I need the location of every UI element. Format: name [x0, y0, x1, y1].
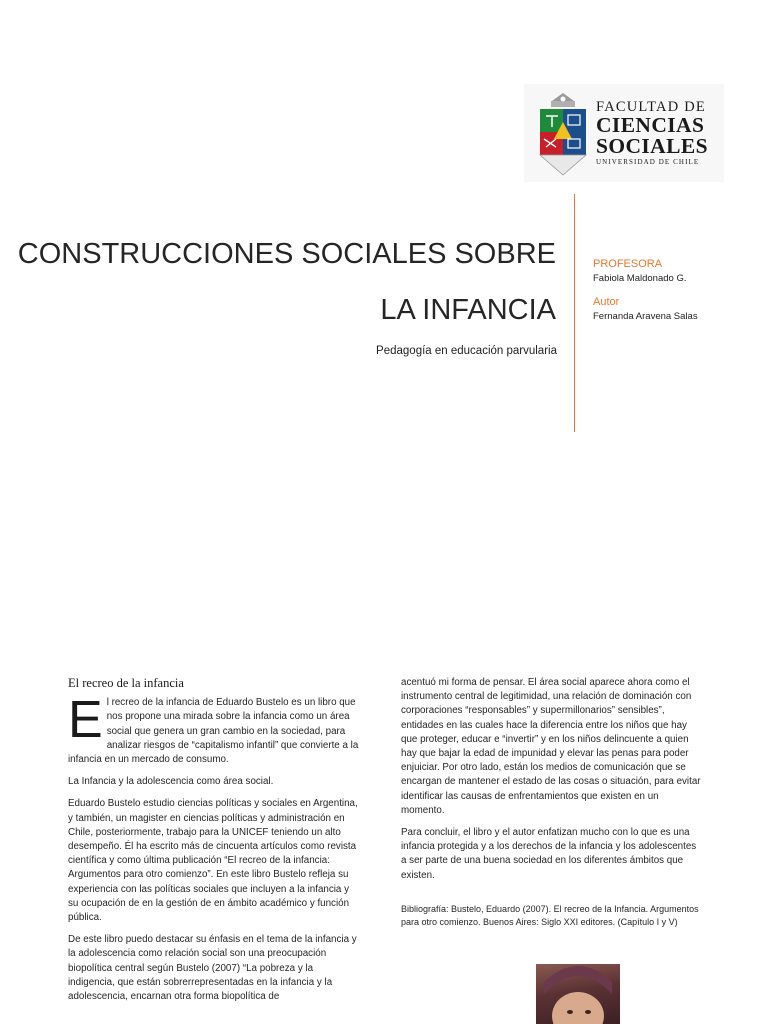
logo-line-faculty: FACULTAD DE — [596, 98, 706, 115]
faculty-logo-text — [596, 100, 708, 167]
logo-line-university: UNIVERSIDAD DE CHILE — [596, 157, 700, 166]
author-heading: Autor — [593, 296, 620, 308]
document-title-line-1: CONSTRUCCIONES SOCIALES SOBRE — [17, 238, 556, 270]
author-name: Fernanda Aravena Salas — [593, 311, 698, 322]
logo-line-sociales: SOCIALES — [596, 133, 708, 158]
article-right-column — [401, 676, 701, 937]
emphasis-paragraph: De este libro puedo destacar su énfasis en el tema de la infancia y la adolescencia como relación social son una preocupación biopolítica central según Bustelo (2007) “La pobreza y la indigencia, que están sobrerrepresentadas en la infancia y la adolescencia, encarnan otra forma biopolítica de — [68, 934, 357, 1003]
intro-paragraph-text: l recreo de la infancia de Eduardo Bustelo es un libro que nos propone una mirada sobre la infancia como un área social que genera un gran cambio en la sociedad, para analizar riesgos de “capitalismo infantil” que convierte a la infancia en un mercado de consumo. — [68, 697, 359, 766]
faculty-logo — [524, 84, 724, 182]
continuation-paragraph: acentuó mi forma de pensar. El área social aparece ahora como el instrumento central de legitimidad, una relación de dominación con corporaciones “responsables” y supermillonarios” sensibles”, entidades en las cuales hace la diferencia entre los niños que hay que proteger, educar e “invertir” y en los niños delincuente a quien hay que bajar la edad de impunidad y elevar las penas para poder enjuiciar. Por otro lado, están los medios de comunicación que se encargan de mantener el estado de las cosas o situación, para evitar identificar las causas de enfrentamientos que existen en un momento. — [401, 677, 701, 816]
child-photo — [536, 964, 620, 1024]
accent-divider — [574, 194, 575, 432]
document-title-line-2: LA INFANCIA — [380, 294, 556, 326]
drop-cap: E — [68, 691, 103, 750]
university-shield-icon — [538, 89, 588, 177]
article-left-column — [68, 676, 360, 1012]
professor-name: Fabiola Maldonado G. — [593, 273, 687, 284]
author-bio-paragraph: Eduardo Bustelo estudio ciencias políticas y sociales en Argentina, y también, un magister en ciencias políticas y administración en Chile, posteriormente, trabajo para la UNICEF teniendo un alto desempeño. Él ha escrito más de cincuenta artículos como revista científica y como última publicación “El recreo de la infancia: Argumentos para otro comienzo”. En este libro Bustelo refleja su experiencia con las políticas sociales que incluyen a la infancia y su ocupación de en la gestión de en ámbito académico y función pública. — [68, 798, 358, 924]
subheading-paragraph: La Infancia y la adolescencia como área social. — [68, 776, 274, 788]
bibliography: Bibliografía: Bustelo, Eduardo (2007). El recreo de la Infancia. Argumentos para otro comienzo. Buenos Aires: Siglo XXI editores. (Capítulo I y V) — [401, 903, 699, 927]
professor-heading: PROFESORA — [593, 258, 663, 270]
child-photo-image — [536, 964, 620, 1024]
logo-line-ciencias: CIENCIAS — [596, 112, 705, 137]
document-subtitle: Pedagogía en educación parvularia — [376, 345, 557, 357]
intro-paragraph — [68, 691, 360, 767]
conclusion-paragraph: Para concluir, el libro y el autor enfatizan mucho con lo que es una infancia protegida y a los derechos de la infancia y los adolescentes a ser parte de una buena sociedad en los diferentes ámbitos que existen. — [401, 827, 697, 881]
section-title: El recreo de la infancia — [68, 676, 184, 690]
